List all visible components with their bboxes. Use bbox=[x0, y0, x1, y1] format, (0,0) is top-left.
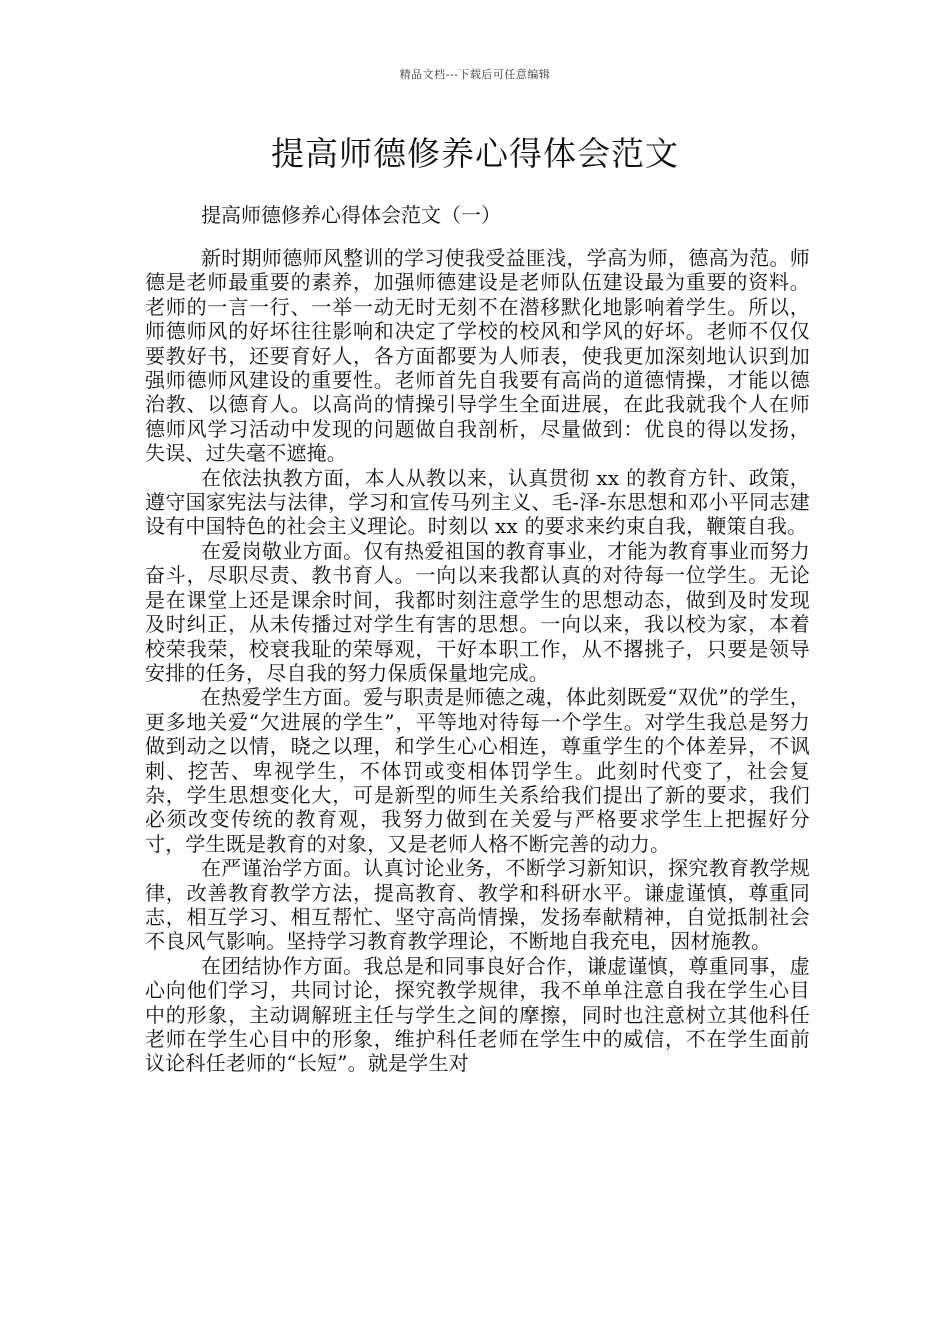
paragraph: 在团结协作方面。我总是和同事良好合作，谦虚谨慎，尊重同事，虚心向他们学习，共同讨论，探究教学规律，我不单单注意自我在学生心目中的形象，主动调解班主任与学生之间的摩擦，同时也注意树立其他科任老师在学生心目中的形象，维护科任老师在学生中的威信，不在学生面前议论科任老师的“长短”。就是学生对 bbox=[145, 953, 810, 1076]
paragraph: 在爱岗敬业方面。仅有热爱祖国的教育事业，才能为教育事业而努力奋斗，尽职尽责、教书育人。一向以来我都认真的对待每一位学生。无论是在课堂上还是课余时间，我都时刻注意学生的思想动态，做到及时发现及时纠正，从未传播过对学生有害的思想。一向以来，我以校为家，本着校荣我荣，校衰我耻的荣辱观，干好本职工作，从不撂挑子，只要是领导安排的任务，尽自我的努力保质保量地完成。 bbox=[145, 538, 810, 685]
paragraph: 在热爱学生方面。爱与职责是师德之魂，体此刻既爱“双优”的学生，更多地关爱“欠进展的学生”，平等地对待每一个学生。对学生我总是努力做到动之以情，晓之以理，和学生心心相连，尊重学生的个体差异，不讽刺、挖苦、卑视学生，不体罚或变相体罚学生。此刻时代变了，社会复杂，学生思想变化大，可是新型的师生关系给我们提出了新的要求，我们必须改变传统的教育观，我努力做到在关爱与严格要求学生上把握好分寸，学生既是教育的对象，又是老师人格不断完善的动力。 bbox=[145, 685, 810, 856]
document-subtitle: 提高师德修养心得体会范文（一） bbox=[201, 203, 501, 227]
paragraph: 在严谨治学方面。认真讨论业务，不断学习新知识，探究教育教学规律，改善教育教学方法，提高教育、教学和科研水平。谦虚谨慎，尊重同志，相互学习、相互帮忙、坚守高尚情操，发扬奉献精神，自觉抵制社会不良风气影响。坚持学习教育教学理论，不断地自我充电，因材施教。 bbox=[145, 856, 810, 954]
body-text bbox=[145, 246, 810, 1076]
document-title: 提高师德修养心得体会范文 bbox=[271, 134, 679, 173]
paragraph: 在依法执教方面，本人从教以来，认真贯彻 xx 的教育方针、政策，遵守国家宪法与法律，学习和宣传马列主义、毛-泽-东思想和邓小平同志建设有中国特色的社会主义理论。时刻以 xx 的要求来约束自我，鞭策自我。 bbox=[145, 465, 810, 539]
header-note: 精品文档---下载后可任意编辑 bbox=[399, 68, 551, 81]
paragraph: 新时期师德师风整训的学习使我受益匪浅，学高为师，德高为范。师德是老师最重要的素养，加强师德建设是老师队伍建设最为重要的资料。老师的一言一行、一举一动无时无刻不在潜移默化地影响着学生。所以，师德师风的好坏往往影响和决定了学校的校风和学风的好坏。老师不仅仅要教好书，还要育好人，各方面都要为人师表，使我更加深刻地认识到加强师德师风建设的重要性。老师首先自我要有高尚的道德情操，才能以德治教、以德育人。以高尚的情操引导学生全面进展，在此我就我个人在师德师风学习活动中发现的问题做自我剖析，尽量做到：优良的得以发扬，失误、过失毫不遮掩。 bbox=[145, 246, 810, 466]
